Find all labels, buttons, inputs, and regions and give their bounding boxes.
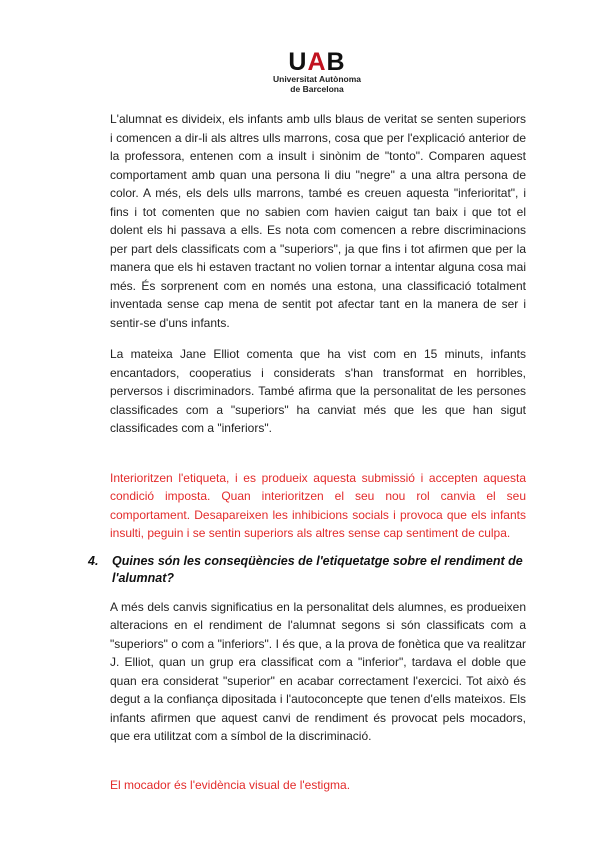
section-number: 4.: [88, 553, 99, 568]
logo-city: de Barcelona: [290, 84, 344, 94]
logo-letter-a: A: [307, 48, 327, 76]
body-paragraph-3: A més dels canvis significatius en la personalitat dels alumnes, es produeixen alteracions en el rendiment de l'alumnat segons si són classificats com a "superiors" o com a "inferiors". I és que, a la prova de fonètica que va realitzar J. Elliot, quan un grup era classificat com a "inferior", tardava el doble que quan era considerat "superior" en acabar correctament l'exercici. Tot això és degut a la confiança dipositada i l'autoconcepte que tenen d'ells mateixos. Els infants afirmen que aquest canvi de rendiment és provocat pels mocadors, que era utilitzat com a símbol de la discriminació.: [110, 599, 526, 743]
logo-letter-b: B: [326, 48, 346, 76]
logo-letter-u: U: [288, 48, 308, 76]
university-logo: [252, 50, 382, 94]
annotation-note-2: El mocador és l'evidència visual de l'estigma.: [110, 777, 351, 792]
logo-university-name: Universitat Autònoma: [272, 74, 361, 84]
body-paragraph-1: L'alumnat es divideix, els infants amb ulls blaus de veritat se senten superiors i comencen a dir-li als altres ulls marrons, cosa que per l'explicació anterior de la professora, entenen com a insult i sinònim de "tonto". Comparen aquest comportament amb quan una persona li diu "negre" a una altra persona de color. A més, els dels ulls marrons, també es creuen aquesta "inferioritat", i fins i tot comenten que no sabien com havien caigut tan baix i que tot el dolent els hi passava a ells. Es nota com comencen a rebre discriminacions per part dels classificats com a "superiors", ja que fins i tot afirmen que per la manera que els hi estaven tractant no volien tornar a intentar alguna cosa mai més. És sorprenent com en només una estona, una classificació totalment inventada sense cap mena de sentit pot afectar tant en la manera de ser i sentir-se d'uns infants.: [110, 112, 526, 330]
uab-logo-mark: [252, 50, 382, 74]
body-paragraph-2: La mateixa Jane Elliot comenta que ha vist com en 15 minuts, infants encantadors, cooperatius i considerats s'han transformat en horribles, perversos i discriminadors. També afirma que la personalitat de les persones classificades com a "superiors" ha canviat més que les que han sigut classificades com a "inferiors".: [110, 347, 526, 435]
section-title: Quines són les conseqüències de l'etiquetatge sobre el rendiment de l'alumnat?: [112, 553, 523, 585]
annotation-note-1: Interioritzen l'etiqueta, i es produeix aquesta submissió i accepten aquesta condició imposta. Quan interioritzen el seu nou rol canvia el seu comportament. Desapareixen les inhibicions socials i provoca que els infants insulti, peguin i se sentin superiors als altres sense cap sentiment de culpa.: [110, 470, 526, 540]
section-heading: [88, 553, 526, 587]
document-body: [88, 110, 526, 794]
